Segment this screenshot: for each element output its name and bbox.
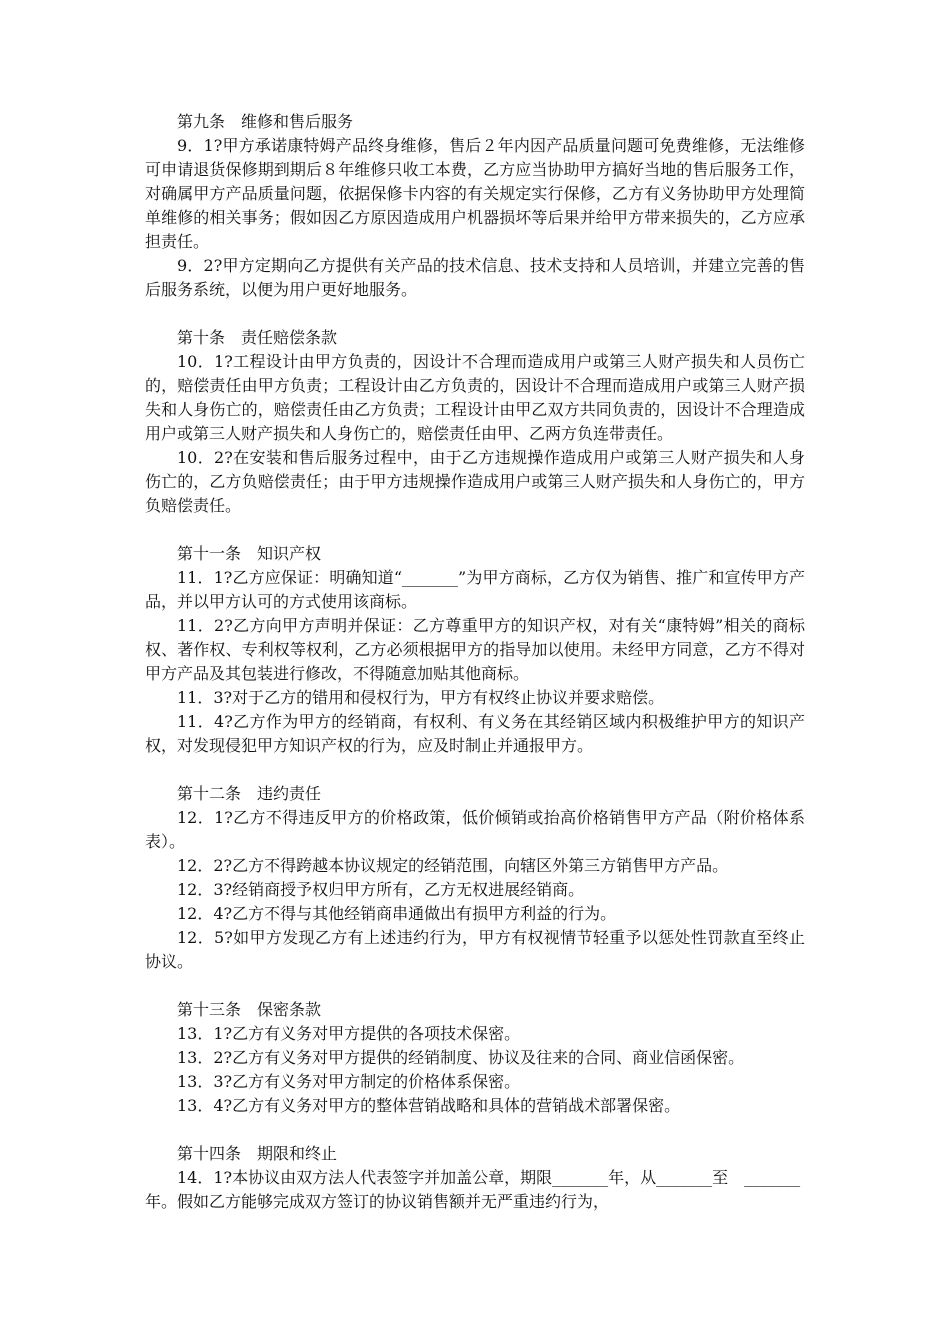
clause-11-3: 11．3?对于乙方的错用和侵权行为，甲方有权终止协议并要求赔偿。 [177,688,665,707]
section-10 [145,326,805,518]
clause-11-4: 11．4?乙方作为甲方的经销商，有权利、有义务在其经销区域内积极维护甲方的知识产权，对发现侵犯甲方知识产权的行为，应及时制止并通报甲方。 [145,712,805,755]
section-heading: 第十四条 期限和终止 [177,1144,338,1163]
section-9 [145,110,805,302]
clause-11-1: 11．1?乙方应保证：明确知道“_______”为甲方商标，乙方仅为销售、推广和宣传甲方产品，并以甲方认可的方式使用该商标。 [145,568,805,611]
contract-body [145,110,805,1238]
section-heading: 第十条 责任赔偿条款 [177,328,338,347]
clause-10-1: 10．1?工程设计由甲方负责的，因设计不合理而造成用户或第三人财产损失和人员伤亡的，赔偿责任由甲方负责；工程设计由乙方负责的，因设计不合理而造成用户或第三人财产损失和人身伤亡的，赔偿责任由乙方负责；工程设计由甲乙双方共同负责的，因设计不合理造成用户或第三人财产损失和人身伤亡的，赔偿责任由甲、乙两方负连带责任。 [145,352,805,443]
section-13 [145,998,805,1118]
clause-11-2: 11．2?乙方向甲方声明并保证：乙方尊重甲方的知识产权，对有关“康特姆”相关的商标权、著作权、专利权等权利，乙方必须根据甲方的指导加以使用。未经甲方同意，乙方不得对甲方产品及其包装进行修改，不得随意加贴其他商标。 [145,616,805,683]
clause-9-2: 9．2?甲方定期向乙方提供有关产品的技术信息、技术支持和人员培训，并建立完善的售后服务系统，以便为用户更好地服务。 [145,256,805,299]
section-11 [145,542,805,758]
clause-12-2: 12．2?乙方不得跨越本协议规定的经销范围，向辖区外第三方销售甲方产品。 [177,856,729,875]
section-heading: 第十三条 保密条款 [177,1000,322,1019]
clause-13-2: 13．2?乙方有义务对甲方提供的经销制度、协议及往来的合同、商业信函保密。 [177,1048,745,1067]
clause-13-3: 13．3?乙方有义务对甲方制定的价格体系保密。 [177,1072,521,1091]
clause-12-5: 12．5?如甲方发现乙方有上述违约行为，甲方有权视情节轻重予以惩处性罚款直至终止协议。 [145,928,805,971]
section-heading: 第十一条 知识产权 [177,544,322,563]
section-12 [145,782,805,974]
clause-14-1: 14．1?本协议由双方法人代表签字并加盖公章，期限_______年，从_______至 _______年。假如乙方能够完成双方签订的协议销售额并无严重违约行为， [145,1168,801,1211]
section-heading: 第十二条 违约责任 [177,784,322,803]
clause-9-1: 9．1?甲方承诺康特姆产品终身维修，售后２年内因产品质量问题可免费维修，无法维修可申请退货保修期到期后８年维修只收工本费，乙方应当协助甲方搞好当地的售后服务工作，对确属甲方产品质量问题，依据保修卡内容的有关规定实行保修，乙方有义务协助甲方处理简单维修的相关事务；假如因乙方原因造成用户机器损坏等后果并给甲方带来损失的，乙方应承担责任。 [145,136,805,251]
clause-13-4: 13．4?乙方有义务对甲方的整体营销战略和具体的营销战术部署保密。 [177,1096,681,1115]
clause-12-4: 12．4?乙方不得与其他经销商串通做出有损甲方利益的行为。 [177,904,617,923]
clause-12-1: 12．1?乙方不得违反甲方的价格政策，低价倾销或抬高价格销售甲方产品（附价格体系表）。 [145,808,805,851]
section-14 [145,1142,805,1214]
clause-13-1: 13．1?乙方有义务对甲方提供的各项技术保密。 [177,1024,521,1043]
section-heading: 第九条 维修和售后服务 [177,112,354,131]
clause-12-3: 12．3?经销商授予权归甲方所有，乙方无权进展经销商。 [177,880,585,899]
clause-10-2: 10．2?在安装和售后服务过程中，由于乙方违规操作造成用户或第三人财产损失和人身伤亡的，乙方负赔偿责任；由于甲方违规操作造成用户或第三人财产损失和人身伤亡的，甲方负赔偿责任。 [145,448,805,515]
